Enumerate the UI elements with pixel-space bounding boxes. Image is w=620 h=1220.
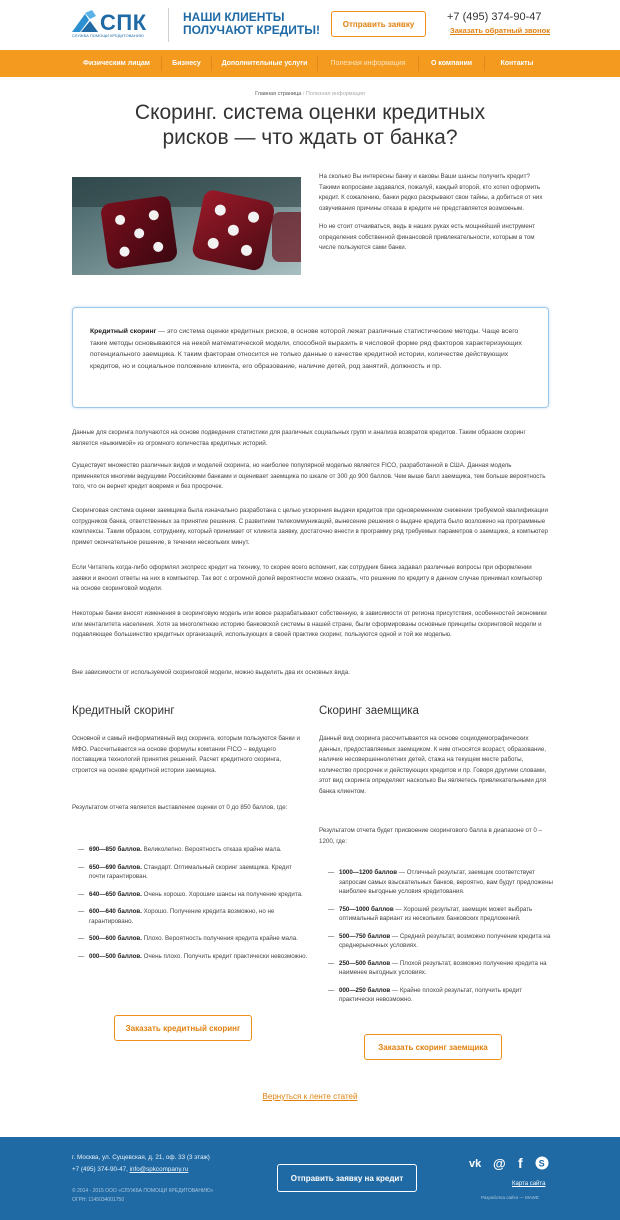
facebook-icon[interactable]: [514, 1155, 530, 1171]
svg-text:@: @: [493, 1156, 506, 1171]
developer-credit[interactable]: Разработка сайта — MAWE: [481, 1195, 539, 1200]
score-range: 1000—1200 баллов: [339, 869, 398, 876]
page-title: Скоринг. система оценки кредитных рисков — что ждать от банка?: [134, 101, 486, 149]
score-description: — Хороший результат, заемщик может выбрать оптимальный вариант из нескольких банковских предложений.: [339, 905, 533, 922]
intro-paragraph: Но не стоит отчаиваться, ведь в наших руках есть мощнейший инструмент определения собственной финансовой привлекательности, которым в том числе пользуются сами банки.: [319, 223, 536, 251]
article-paragraph: Данные для скоринга получаются на основе подведения статистики для различных социальных групп и анализа возвратов кредитов. Таким образом скоринг является «выжимкой» из огромного количества кредитных историй.: [72, 429, 526, 447]
order-borrower-scoring-button[interactable]: Заказать скоринг заемщика: [364, 1034, 502, 1060]
score-description: Плохо. Вероятность получения кредита крайне мала.: [141, 935, 298, 942]
logo-subtitle: СЛУЖБА ПОМОЩИ КРЕДИТОВАНИЮ: [72, 33, 144, 38]
main-nav: [0, 50, 620, 77]
footer-contacts: [72, 1166, 188, 1173]
svg-text:f: f: [518, 1155, 523, 1171]
article-paragraph: Если Читатель когда-либо оформлял экспресс кредит на технику, то скорее всего вспомнит, как сотрудник банка задавал различные вопросы при оформлении заявки и вносил ответы на них в компьютер. Так вот с огромной долей вероятности можно сказать, что решение по кредиту в данном случае принимал компьютер на основе скоринговой модели.: [72, 564, 543, 592]
credit-scoring-title: Кредитный скоринг: [72, 705, 175, 717]
intro-text: [319, 172, 548, 262]
list-item: — 250—500 баллов — Плохой результат, возможно получение кредита на наименее выгодных условиях.: [328, 959, 547, 976]
score-range: 750—1000 баллов: [339, 905, 394, 913]
credit-scoring-list: [78, 845, 308, 969]
article-paragraph: Некоторые банки вносят изменения в скоринговую модель или вовсе разрабатывают собственную, в зависимости от региона присутствия, особенностей экономики или менталитета населения. Хотя за многолетнюю историю банковской системы в нашей стране, были сформированы основные принципы скоринговой модели и подавляющее большинство кредитных организаций, использующих в своей практике скоринг, пользуются одной и той же моделью.: [72, 610, 547, 638]
score-range: 500—750 баллов: [339, 932, 391, 940]
mail-icon[interactable]: [492, 1155, 508, 1171]
definition-term: Кредитный скоринг: [90, 328, 157, 335]
list-item: — 640—650 баллов. Очень хорошо. Хорошие шансы на получение кредита.: [78, 890, 303, 898]
list-item: — 690—850 баллов. Великолепно. Вероятность отказа крайне мала.: [78, 846, 282, 853]
score-range: 250—500 баллов: [339, 959, 391, 967]
dice-image: [72, 177, 301, 275]
breadcrumb-separator: /: [302, 91, 305, 97]
send-request-button[interactable]: Отправить заявку: [331, 11, 426, 37]
footer-phone[interactable]: +7 (495) 374-90-47,: [72, 1166, 128, 1173]
list-item: — 500—600 баллов. Плохо. Вероятность получения кредита крайне мала.: [78, 935, 298, 942]
borrower-scoring-list: [328, 868, 558, 1013]
sitemap-link[interactable]: Карта сайта: [512, 1181, 546, 1187]
header-slogan: НАШИ КЛИЕНТЫ ПОЛУЧАЮТ КРЕДИТЫ!: [183, 10, 320, 37]
credit-scoring-description: Основной и самый информативный вид скоринга, которым пользуются банки и МФО. Рассчитывается на основе формулы компании FICO – ведущего поставщика технологий принятия решений. Расчет кредитного скоринга, строится на основе кредитной истории заемщика.: [72, 735, 300, 774]
list-item: — 750—1000 баллов — Хороший результат, заемщик может выбрать оптимальный вариант из нескольких банковских предложений.: [328, 905, 533, 922]
order-credit-scoring-button[interactable]: Заказать кредитный скоринг: [114, 1015, 252, 1041]
borrower-scoring-description: Данный вид скоринга рассчитывается на основе социодемографических данных, предоставляемых заемщиком. К ним относятся возраст, образование, наличие несовершеннолетних детей, стажа на текущем месте работы, количество просрочек и действующих кредитов и пр. Говоря другими словами, этот вид скоринга определяет насколько Вы являетесь привлекательными для банка клиентом.: [319, 735, 547, 795]
footer-address: г. Москва, ул. Сущевская, д. 21, оф. 33 (3 этаж): [72, 1154, 210, 1161]
site-header: [0, 0, 620, 50]
site-footer: [0, 1137, 620, 1220]
list-item: — 1000—1200 баллов — Отличный результат, заемщик соответствует запросам самых взыскательных банков, вероятно, вам будут предложены наиболее выгодные условия кредитования.: [328, 869, 553, 895]
back-to-articles-link[interactable]: Вернуться к ленте статей: [262, 1092, 358, 1101]
breadcrumb: [0, 91, 620, 97]
nav-item-individuals[interactable]: Физическим лицам: [83, 60, 150, 67]
footer-copyright: © 2014 - 2015 ООО «СЛУЖБА ПОМОЩИ КРЕДИТОВАНИЮ»: [72, 1188, 214, 1194]
skype-icon[interactable]: [534, 1155, 550, 1171]
header-divider: [168, 8, 169, 42]
nav-item-contacts[interactable]: Контакты: [500, 60, 534, 67]
nav-item-additional-services[interactable]: Дополнительные услуги: [221, 60, 308, 67]
send-credit-request-button[interactable]: Отправить заявку на кредит: [277, 1164, 417, 1192]
callback-link[interactable]: Заказать обратный звонок: [450, 26, 551, 35]
score-description: — Плохой результат, возможно получение кредита на наименее выгодных условиях.: [339, 959, 547, 976]
list-item: — 500—750 баллов — Средний результат, возможно получение кредита на среднерыночных условиях.: [328, 932, 551, 949]
list-item: — 000—500 баллов. Очень плохо. Получить кредит практически невозможно.: [78, 952, 308, 960]
score-description: Хорошо. Получение кредита возможно, но не гарантировано.: [89, 908, 275, 925]
logo[interactable]: [72, 10, 156, 40]
vk-icon[interactable]: [469, 1155, 485, 1171]
credit-scoring-result-text: Результатом отчета является выставление оценки от 0 до 850 баллов, где:: [72, 804, 288, 811]
definition-box: [72, 307, 549, 408]
list-item: — 600—640 баллов. Хорошо. Получение кредита возможно, но не гарантировано.: [78, 908, 275, 925]
score-range: 000—250 баллов: [339, 986, 391, 994]
score-range: 640—650 баллов.: [89, 890, 142, 898]
list-item: — 650—690 баллов. Стандарт. Оптимальный скоринг заемщика. Кредит почти гарантирован.: [78, 863, 292, 880]
nav-item-business[interactable]: Бизнесу: [172, 60, 201, 67]
score-description: Стандарт. Оптимальный скоринг заемщика. Кредит почти гарантирован.: [89, 863, 292, 880]
article-image: [72, 177, 301, 275]
intro-paragraph: На сколько Вы интересны банку и каковы Ваши шансы получить кредит? Такими вопросами задавался, пожалуй, каждый второй, кто хотел оформить кредит. К сожалению, банки редко раскрывают свои тайны, а добиться от них озвучивания причины отказа в кредите не представляется возможным.: [319, 173, 543, 212]
score-description: — Крайне плохой результат, получить кредит практически невозможно.: [339, 986, 523, 1003]
footer-ogrn: ОГРН: 1145034001750: [72, 1197, 125, 1203]
score-description: Очень плохо. Получить кредит практически невозможно.: [141, 952, 308, 960]
article-paragraph: Скоринговая система оценки заемщика была изначально разработана с целью ускорения выдачи кредитов при одновременном снижении требуемой квалификации сотрудников банка, ответственных за принятие решения. С развитием телекоммуникаций, вынесение решения о выдаче кредита было возложено на программные комплексы. Таким образом, сотруднику, который принимает от клиента заявку, достаточно внести в программу ряд требуемых параметров о заемщике, а компьютер примет окончательное решение, в течении нескольких минут.: [72, 507, 548, 546]
nav-item-about[interactable]: О компании: [430, 60, 473, 67]
breadcrumb-home[interactable]: Главная страница: [255, 91, 302, 97]
score-description: — Отличный результат, заемщик соответствует запросам самых взыскательных банков, вероятно, вам будут предложены наиболее выгодные условия кредитования.: [339, 869, 553, 895]
score-description: Великолепно. Вероятность отказа крайне мала.: [141, 846, 282, 853]
score-description: — Средний результат, возможно получение кредита на среднерыночных условиях.: [339, 932, 551, 949]
borrower-scoring-title: Скоринг заемщика: [319, 705, 419, 717]
score-description: Очень хорошо. Хорошие шансы на получение кредита.: [141, 890, 303, 898]
list-item: — 000—250 баллов — Крайне плохой результат, получить кредит практически невозможно.: [328, 986, 523, 1003]
score-range: 650—690 баллов.: [89, 863, 142, 871]
score-range: 600—640 баллов.: [89, 908, 142, 915]
score-range: 500—600 баллов.: [89, 935, 142, 942]
footer-email[interactable]: info@spkcompany.ru: [129, 1166, 189, 1173]
header-phone[interactable]: +7 (495) 374-90-47: [447, 11, 542, 23]
article-paragraph: Вне зависимости от используемой скоринговой модели, можно выделить два их основных вида.: [72, 669, 350, 676]
svg-text:S: S: [538, 1158, 545, 1169]
logo-mark-icon: [72, 10, 98, 32]
svg-text:vk: vk: [469, 1158, 482, 1170]
score-range: 690—850 баллов.: [89, 846, 142, 853]
article-paragraph: Существует множество различных видов и моделей скоринга, но наиболее популярной моделью является FICO, разработанной в США. Данная модель применяется многими ведущими Российскими банками и оценивает заемщика по шкале от 300 до 900 баллов. Чем выше балл заемщика, тем больше вероятность того, что он вернет кредит вовремя и без просрочек.: [72, 462, 546, 490]
definition-text: — это система оценки кредитных рисков, в основе которой лежат различные статистические методы. Чаще всего такие методы основываются на некой математической модели, способной выразить в числовой форме ряд факторов характеризующих потенциального заемщика. К таким факторам относится не только данные о качестве кредитной истории, количестве действующих кредитов, но и социальное положение клиента, его образование, наличие детей, род занятий, должность и пр.: [90, 328, 522, 370]
score-range: 000—500 баллов.: [89, 952, 142, 960]
borrower-scoring-result-text: Результатом отчета будет присвоение скорингового балла в диапазоне от 0 – 1200, где:: [319, 827, 543, 845]
logo-text: СПК: [100, 10, 147, 35]
breadcrumb-current: Полезная информация: [305, 91, 365, 97]
nav-item-useful-info[interactable]: Полезная информация: [330, 60, 406, 67]
